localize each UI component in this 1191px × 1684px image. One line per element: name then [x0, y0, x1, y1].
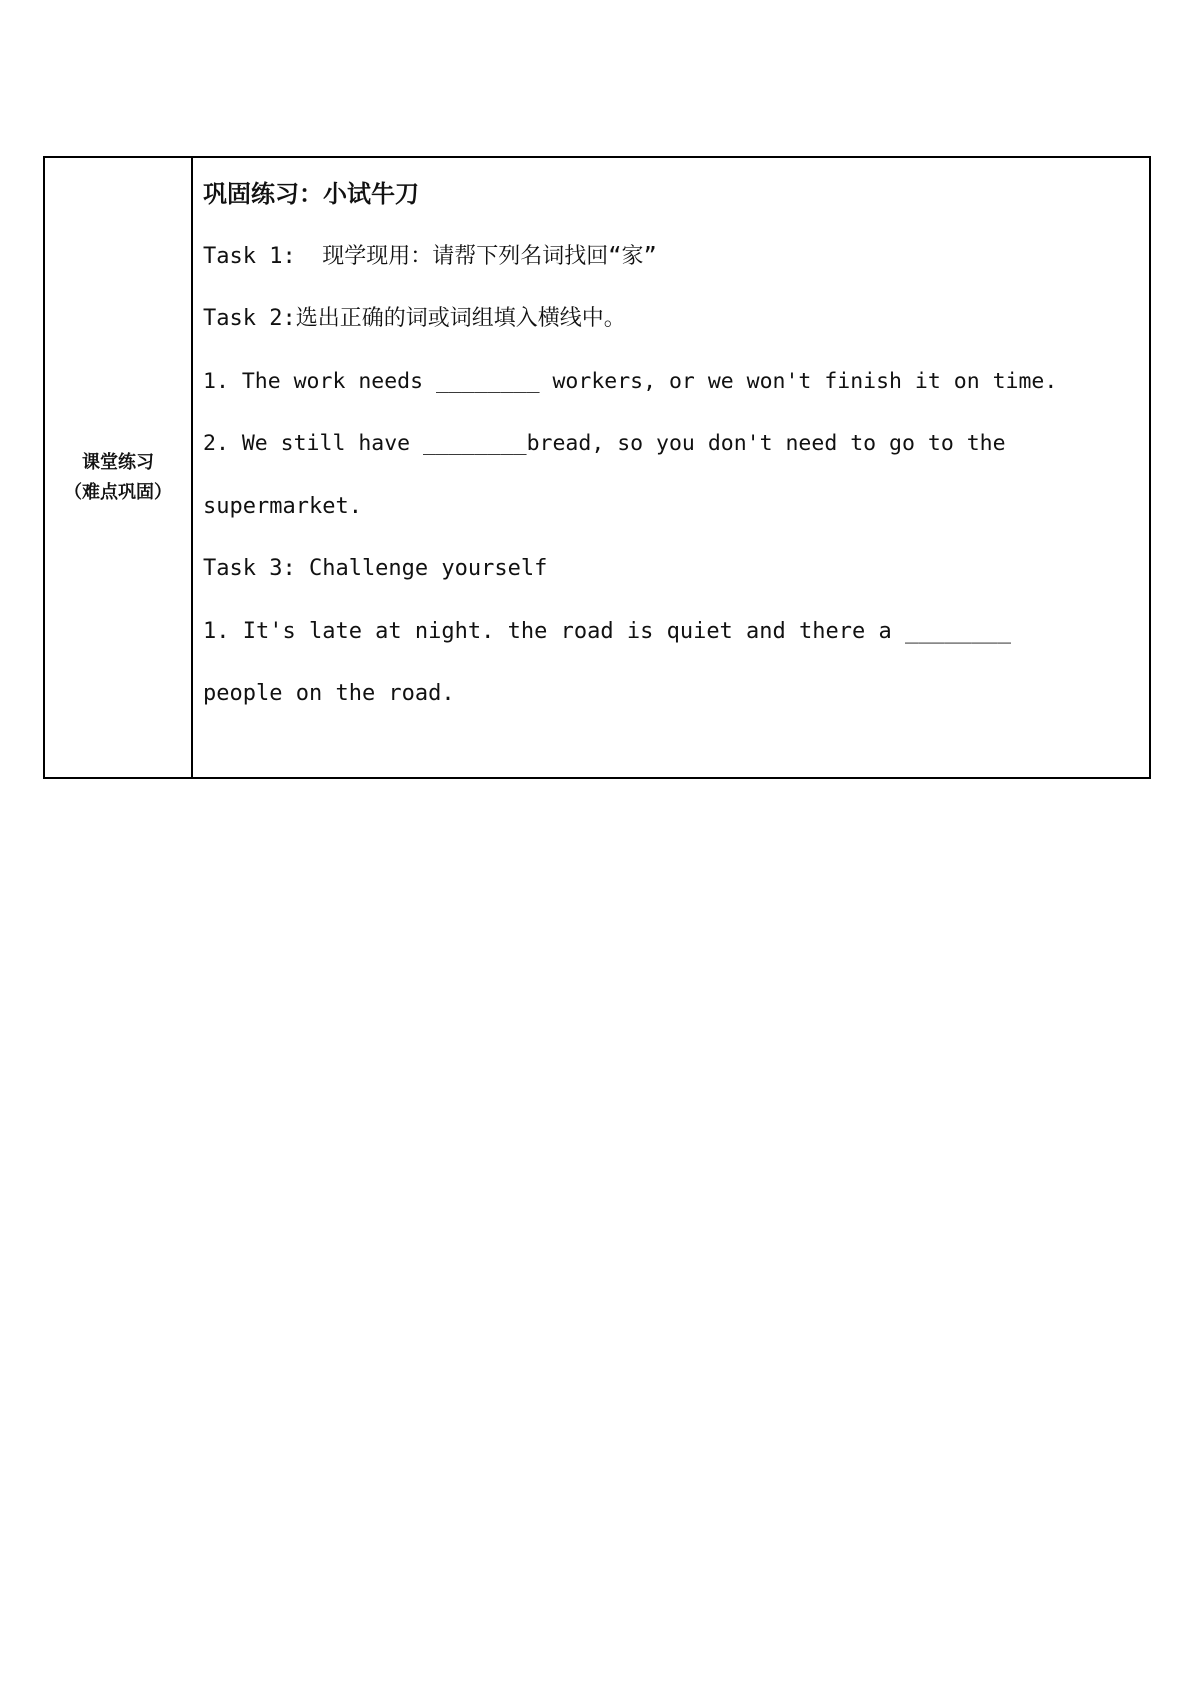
task-2-text: Task 2:选出正确的词或词组填入横线中。 [203, 306, 626, 331]
challenge-1-line-1: 1. It's late at night. the road is quiet and there a ________ [203, 618, 1011, 644]
challenge-1-line-2: people on the road. [203, 681, 455, 706]
section-label-cell [45, 158, 193, 777]
task-1-text: Task 1: 现学现用：请帮下列名词找回“家” [203, 243, 657, 269]
question-2-line-2: supermarket. [203, 493, 362, 519]
question-1: 1. The work needs ________ workers, or we won't finish it on time. [203, 368, 1058, 394]
section-label-line1: 课堂练习 [82, 451, 154, 473]
exercise-content-cell [193, 158, 1149, 777]
section-label-line2: （难点巩固） [64, 481, 172, 503]
question-2-line-1: 2. We still have ________bread, so you don't need to go to the [203, 431, 1006, 456]
exercise-table [43, 156, 1151, 779]
task-3-text: Task 3: Challenge yourself [203, 556, 548, 581]
exercise-title: 巩固练习：小试牛刀 [203, 180, 419, 208]
